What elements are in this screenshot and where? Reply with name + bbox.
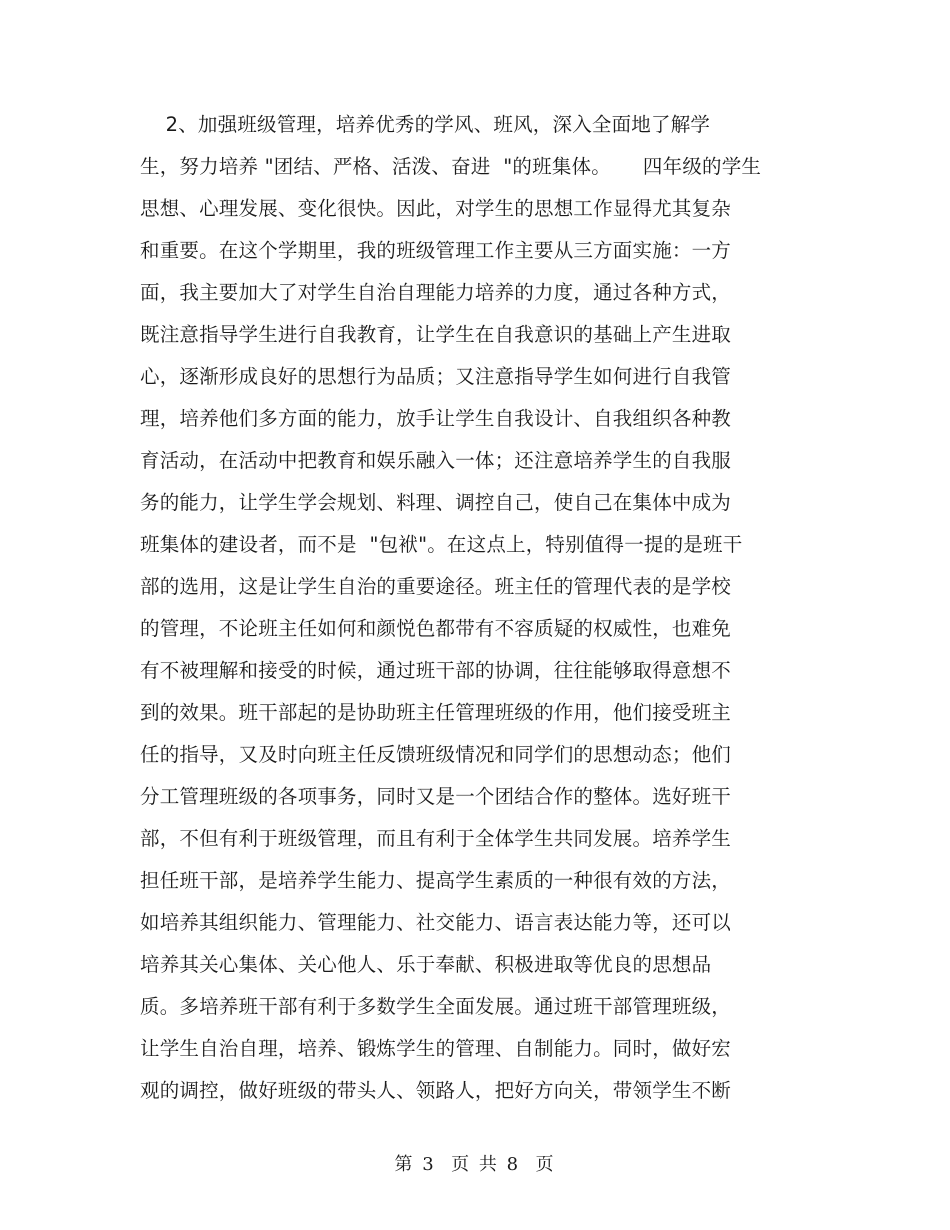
text-line: 育活动，在活动中把教育和娱乐融入一体；还注意培养学生的自我服 <box>140 449 732 472</box>
text-line: 质。多培养班干部有利于多数学生全面发展。通过班干部管理班级， <box>140 995 732 1018</box>
text-line: 务的能力，让学生学会规划、料理、调控自己，使自己在集体中成为 <box>140 491 732 514</box>
text-line: 部的选用，这是让学生自治的重要途径。班主任的管理代表的是学校 <box>140 575 732 598</box>
text-line: 分工管理班级的各项事务，同时又是一个团结合作的整体。选好班干 <box>140 785 732 808</box>
text-line: 思想、心理发展、变化很快。因此，对学生的思想工作显得尤其复杂 <box>140 197 732 220</box>
text-line: 任的指导，又及时向班主任反馈班级情况和同学们的思想动态；他们 <box>140 743 732 766</box>
text-line: 和重要。在这个学期里，我的班级管理工作主要从三方面实施：一方 <box>140 239 732 262</box>
text-line: 如培养其组织能力、管理能力、社交能力、语言表达能力等，还可以 <box>140 911 732 934</box>
text-line: 心，逐渐形成良好的思想行为品质；又注意指导学生如何进行自我管 <box>140 365 732 388</box>
text-line: 观的调控，做好班级的带头人、领路人，把好方向关，带领学生不断 <box>140 1079 732 1102</box>
text-line: 到的效果。班干部起的是协助班主任管理班级的作用，他们接受班主 <box>140 701 732 724</box>
text-line: 部，不但有利于班级管理，而且有利于全体学生共同发展。培养学生 <box>140 827 732 850</box>
page-number-footer: 第 3 页 共 8 页 <box>394 1154 556 1175</box>
text-line: 担任班干部，是培养学生能力、提高学生素质的一种很有效的方法， <box>140 869 732 892</box>
text-line: 既注意指导学生进行自我教育，让学生在自我意识的基础上产生进取 <box>140 323 732 346</box>
text-line: 培养其关心集体、关心他人、乐于奉献、积极进取等优良的思想品 <box>140 953 712 976</box>
text-line: 面，我主要加大了对学生自治自理能力培养的力度，通过各种方式， <box>140 281 732 304</box>
text-line: 让学生自治自理，培养、锻炼学生的管理、自制能力。同时，做好宏 <box>140 1037 732 1060</box>
text-line: 的管理，不论班主任如何和颜悦色都带有不容质疑的权威性，也难免 <box>140 617 732 640</box>
text-line: 2、加强班级管理，培养优秀的学风、班风，深入全面地了解学 <box>140 113 711 136</box>
text-line: 理，培养他们多方面的能力，放手让学生自我设计、自我组织各种教 <box>140 407 732 430</box>
text-line: 班集体的建设者，而不是 "包袱"。在这点上，特别值得一提的是班干 <box>140 533 743 556</box>
text-line: 有不被理解和接受的时候，通过班干部的协调，往往能够取得意想不 <box>140 659 732 682</box>
text-line: 生，努力培养 "团结、严格、活泼、奋进 "的班集体。 四年级的学生 <box>140 155 762 178</box>
